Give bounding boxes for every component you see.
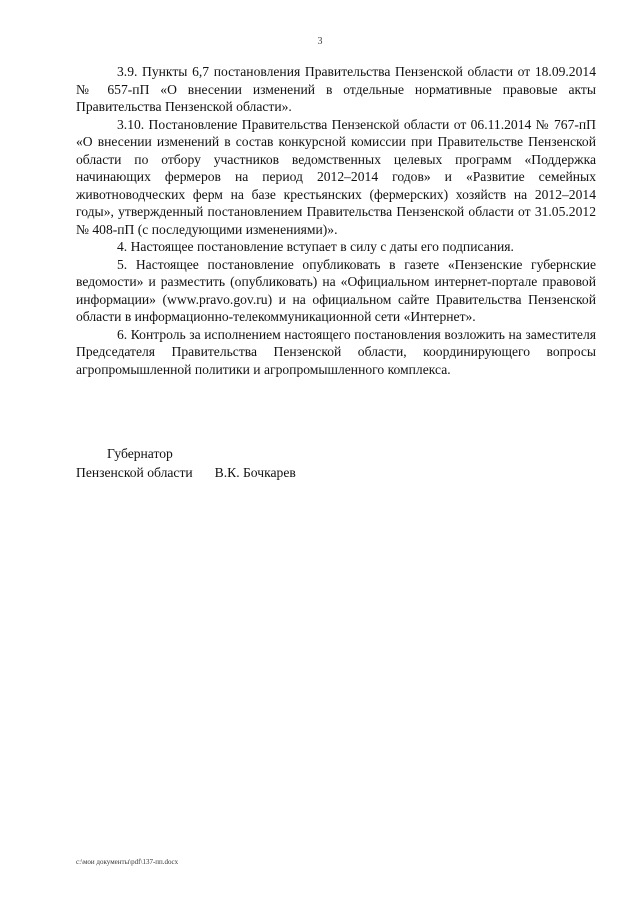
paragraph-6: 6. Контроль за исполнением настоящего постановления возложить на заместителя Председателя Правительства Пензенской области, координирующего вопросы агропромышленной политики и агропромышленного комплекса. xyxy=(76,326,596,377)
paragraph-3-9: 3.9. Пункты 6,7 постановления Правительства Пензенской области от 18.09.2014 № 657-пП «О внесении изменений в отдельные нормативные правовые акты Правительства Пензенской области». xyxy=(76,64,596,114)
signature-title-region: Пензенской области xyxy=(76,465,193,480)
signature-title-line2 xyxy=(76,463,296,482)
signature-name: В.К. Бочкарев xyxy=(214,465,296,480)
paragraph-3-10: 3.10. Постановление Правительства Пензенской области от 06.11.2014 № 767-пП «О внесении изменений в состав конкурсной комиссии при Правительстве Пензенской области по отбору участников ведомственных целевых программ «Поддержка начинающих фермеров на период 2012–2014 годов» и «Развитие семейных животноводческих ферм на базе крестьянских (фермерских) хозяйств на 2012–2014 годы», утвержденный постановлением Правительства Пензенской области от 31.05.2012 № 408-пП (с последующими изменениями)». xyxy=(76,116,596,237)
document-body xyxy=(76,63,596,378)
footer-file-path: c:\мои документы\pdf\137-пп.docx xyxy=(76,858,179,866)
signature-block xyxy=(76,444,296,482)
paragraph-5: 5. Настоящее постановление опубликовать в газете «Пензенские губернские ведомости» и разместить (опубликовать) на «Официальном интернет-портале правовой информации» (www.pravo.gov.ru) и на официальном сайте Правительства Пензенской области в информационно-телекоммуникационной сети «Интернет». xyxy=(76,256,596,324)
page-number: 3 xyxy=(317,36,323,47)
signature-title-line1: Губернатор xyxy=(107,446,173,461)
paragraph-4: 4. Настоящее постановление вступает в силу с даты его подписания. xyxy=(117,239,514,254)
